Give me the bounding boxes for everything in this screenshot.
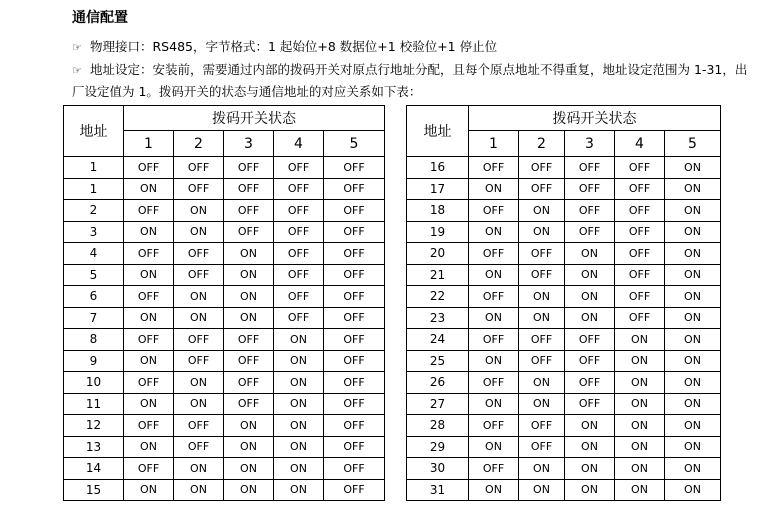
switch-number: 4 <box>615 131 665 157</box>
switch-state-cell: OFF <box>124 157 174 179</box>
pointing-hand-icon: ☞ <box>72 41 82 54</box>
address-cell: 23 <box>407 307 469 329</box>
address-cell: 4 <box>64 243 124 265</box>
switch-state-cell: OFF <box>469 200 519 222</box>
switch-state-cell: ON <box>665 157 721 179</box>
interface-text: 物理接口：RS485，字节格式：1 起始位+8 数据位+1 校验位+1 停止位 <box>90 39 498 54</box>
switch-state-cell: OFF <box>615 178 665 200</box>
switch-state-cell: OFF <box>519 350 565 372</box>
section-title: 通信配置 <box>72 10 128 26</box>
switch-state-cell: ON <box>124 479 174 501</box>
table-row <box>64 243 385 265</box>
address-cell: 28 <box>407 415 469 437</box>
switch-state-cell: ON <box>615 415 665 437</box>
switch-state-cell: ON <box>174 458 224 480</box>
address-cell: 12 <box>64 415 124 437</box>
table-row <box>407 415 721 437</box>
switch-state-cell: ON <box>565 415 615 437</box>
address-cell: 15 <box>64 479 124 501</box>
switch-state-cell: ON <box>565 458 615 480</box>
switch-state-cell: OFF <box>615 157 665 179</box>
address-cell: 27 <box>407 393 469 415</box>
switch-state-cell: ON <box>565 479 615 501</box>
switch-state-cell: ON <box>665 307 721 329</box>
switch-state-cell: ON <box>615 350 665 372</box>
switch-state-cell: OFF <box>274 243 324 265</box>
switch-state-cell: OFF <box>324 393 385 415</box>
table-row <box>64 264 385 286</box>
switch-number: 4 <box>274 131 324 157</box>
table-row <box>64 350 385 372</box>
table-row <box>64 458 385 480</box>
switch-state-cell: OFF <box>324 415 385 437</box>
address-cell: 17 <box>407 178 469 200</box>
switch-state-cell: OFF <box>615 200 665 222</box>
switch-state-cell: ON <box>615 436 665 458</box>
switch-state-cell: ON <box>274 329 324 351</box>
address-cell: 5 <box>64 264 124 286</box>
switch-state-cell: ON <box>274 458 324 480</box>
switch-state-cell: OFF <box>565 221 615 243</box>
switch-state-cell: ON <box>519 458 565 480</box>
switch-state-cell: OFF <box>274 178 324 200</box>
switch-state-cell: ON <box>665 372 721 394</box>
switch-state-cell: OFF <box>274 264 324 286</box>
table-row <box>407 221 721 243</box>
pointing-hand-icon: ☞ <box>72 64 82 77</box>
table-row <box>64 221 385 243</box>
switch-state-cell: OFF <box>324 221 385 243</box>
switch-state-cell: OFF <box>324 436 385 458</box>
switch-state-cell: ON <box>124 221 174 243</box>
switch-state-cell: OFF <box>274 307 324 329</box>
bullet-line-address <box>72 60 747 78</box>
switch-state-cell: ON <box>224 243 274 265</box>
switch-state-cell: ON <box>665 436 721 458</box>
switch-state-cell: ON <box>615 329 665 351</box>
switch-state-cell: ON <box>665 329 721 351</box>
switch-state-cell: OFF <box>565 178 615 200</box>
address-table-left <box>63 105 385 501</box>
switch-state-cell: ON <box>519 307 565 329</box>
switch-state-cell: OFF <box>174 350 224 372</box>
switch-state-cell: ON <box>565 286 615 308</box>
switch-state-cell: OFF <box>565 372 615 394</box>
address-cell: 21 <box>407 264 469 286</box>
table-row <box>407 157 721 179</box>
address-cell: 24 <box>407 329 469 351</box>
switch-state-cell: ON <box>665 393 721 415</box>
switch-state-cell: ON <box>665 286 721 308</box>
switch-state-cell: ON <box>665 178 721 200</box>
address-table-right <box>406 105 721 501</box>
switch-state-cell: ON <box>224 436 274 458</box>
switch-state-cell: OFF <box>324 458 385 480</box>
address-cell: 26 <box>407 372 469 394</box>
switch-state-cell: ON <box>565 243 615 265</box>
switch-state-cell: ON <box>615 372 665 394</box>
switch-state-cell: OFF <box>324 243 385 265</box>
switch-state-cell: OFF <box>124 329 174 351</box>
switch-number: 1 <box>469 131 519 157</box>
switch-state-cell: OFF <box>124 286 174 308</box>
address-cell: 16 <box>407 157 469 179</box>
switch-state-cell: OFF <box>174 415 224 437</box>
address-cell: 22 <box>407 286 469 308</box>
switch-state-cell: OFF <box>469 372 519 394</box>
switch-state-cell: OFF <box>174 436 224 458</box>
switch-state-cell: OFF <box>324 479 385 501</box>
switch-state-cell: OFF <box>224 372 274 394</box>
switch-state-cell: ON <box>665 479 721 501</box>
switch-state-cell: OFF <box>174 329 224 351</box>
switch-state-cell: OFF <box>469 329 519 351</box>
switch-state-cell: ON <box>224 415 274 437</box>
switch-state-cell: ON <box>519 479 565 501</box>
switch-state-cell: OFF <box>324 264 385 286</box>
switch-state-cell: ON <box>174 479 224 501</box>
switch-state-header: 拨码开关状态 <box>469 106 721 131</box>
address-cell: 20 <box>407 243 469 265</box>
address-cell: 6 <box>64 286 124 308</box>
switch-state-cell: ON <box>124 264 174 286</box>
address-cell: 31 <box>407 479 469 501</box>
address-text: 地址设定：安装前，需要通过内部的拨码开关对原点行地址分配，且每个原点地址不得重复，地址设定范围为 1-31，出 <box>90 62 748 77</box>
table-row <box>64 329 385 351</box>
table-row <box>407 264 721 286</box>
switch-state-cell: OFF <box>519 243 565 265</box>
switch-state-cell: ON <box>174 286 224 308</box>
switch-number: 2 <box>519 131 565 157</box>
switch-state-cell: ON <box>665 221 721 243</box>
switch-state-cell: OFF <box>124 458 174 480</box>
table-row <box>64 157 385 179</box>
switch-state-cell: OFF <box>124 243 174 265</box>
switch-state-cell: OFF <box>469 415 519 437</box>
table-row <box>407 243 721 265</box>
switch-number: 3 <box>565 131 615 157</box>
switch-state-cell: OFF <box>565 329 615 351</box>
switch-state-cell: OFF <box>469 286 519 308</box>
switch-state-cell: ON <box>469 307 519 329</box>
switch-state-cell: ON <box>124 178 174 200</box>
switch-state-cell: OFF <box>224 200 274 222</box>
table-row <box>64 393 385 415</box>
switch-state-cell: OFF <box>174 178 224 200</box>
switch-state-cell: ON <box>224 286 274 308</box>
switch-state-cell: OFF <box>324 200 385 222</box>
switch-state-cell: OFF <box>615 221 665 243</box>
switch-state-cell: ON <box>615 479 665 501</box>
switch-state-cell: OFF <box>274 286 324 308</box>
switch-state-cell: OFF <box>124 415 174 437</box>
switch-state-cell: OFF <box>174 264 224 286</box>
table-row <box>64 372 385 394</box>
address-cell: 10 <box>64 372 124 394</box>
switch-state-cell: ON <box>274 350 324 372</box>
switch-state-cell: OFF <box>615 307 665 329</box>
switch-state-cell: ON <box>174 372 224 394</box>
switch-state-cell: ON <box>665 264 721 286</box>
bullet-line-interface <box>72 37 497 55</box>
switch-state-cell: OFF <box>324 157 385 179</box>
switch-state-cell: ON <box>174 200 224 222</box>
switch-state-cell: OFF <box>519 178 565 200</box>
switch-state-cell: ON <box>469 178 519 200</box>
address-cell: 2 <box>64 200 124 222</box>
switch-state-cell: OFF <box>469 458 519 480</box>
table-row <box>407 307 721 329</box>
address-cell: 14 <box>64 458 124 480</box>
switch-state-cell: ON <box>274 436 324 458</box>
switch-number: 5 <box>324 131 385 157</box>
switch-state-cell: OFF <box>224 157 274 179</box>
switch-state-cell: ON <box>565 307 615 329</box>
switch-state-cell: OFF <box>519 415 565 437</box>
address-header: 地址 <box>64 106 124 157</box>
switch-state-cell: OFF <box>224 178 274 200</box>
switch-state-cell: OFF <box>519 436 565 458</box>
switch-state-cell: OFF <box>565 350 615 372</box>
address-cell: 13 <box>64 436 124 458</box>
address-cell: 18 <box>407 200 469 222</box>
switch-state-cell: OFF <box>615 286 665 308</box>
switch-state-cell: ON <box>665 243 721 265</box>
switch-state-cell: OFF <box>124 200 174 222</box>
switch-state-cell: ON <box>174 393 224 415</box>
address-cell: 29 <box>407 436 469 458</box>
switch-state-cell: OFF <box>565 200 615 222</box>
switch-state-cell: OFF <box>324 307 385 329</box>
switch-state-cell: OFF <box>324 178 385 200</box>
table-row <box>407 200 721 222</box>
switch-state-cell: OFF <box>224 329 274 351</box>
switch-state-cell: ON <box>174 221 224 243</box>
table-row <box>407 350 721 372</box>
switch-state-cell: ON <box>519 221 565 243</box>
switch-state-cell: ON <box>469 221 519 243</box>
switch-state-cell: ON <box>615 393 665 415</box>
switch-state-cell: ON <box>519 200 565 222</box>
address-cell: 8 <box>64 329 124 351</box>
switch-state-cell: OFF <box>124 372 174 394</box>
table-row <box>407 436 721 458</box>
table-row <box>407 329 721 351</box>
switch-state-cell: OFF <box>615 243 665 265</box>
switch-state-cell: ON <box>519 393 565 415</box>
switch-state-cell: OFF <box>174 243 224 265</box>
switch-number: 3 <box>224 131 274 157</box>
address-cell: 1 <box>64 157 124 179</box>
switch-state-cell: OFF <box>615 264 665 286</box>
switch-state-cell: OFF <box>519 264 565 286</box>
switch-state-cell: ON <box>615 458 665 480</box>
table-row <box>64 479 385 501</box>
switch-state-cell: ON <box>469 393 519 415</box>
switch-state-cell: ON <box>224 479 274 501</box>
switch-state-cell: ON <box>274 415 324 437</box>
switch-state-cell: OFF <box>274 157 324 179</box>
address-cell: 11 <box>64 393 124 415</box>
address-cell: 30 <box>407 458 469 480</box>
switch-state-cell: ON <box>469 479 519 501</box>
switch-state-cell: ON <box>519 286 565 308</box>
address-cell: 1 <box>64 178 124 200</box>
switch-number: 2 <box>174 131 224 157</box>
switch-number: 1 <box>124 131 174 157</box>
switch-state-cell: OFF <box>274 221 324 243</box>
switch-state-cell: OFF <box>274 200 324 222</box>
table-row <box>407 393 721 415</box>
address-cell: 25 <box>407 350 469 372</box>
table-row <box>64 286 385 308</box>
address-cell: 3 <box>64 221 124 243</box>
table-row <box>407 372 721 394</box>
switch-state-cell: ON <box>519 372 565 394</box>
switch-state-cell: OFF <box>174 157 224 179</box>
switch-state-cell: ON <box>124 307 174 329</box>
address-cell: 7 <box>64 307 124 329</box>
switch-state-cell: OFF <box>224 350 274 372</box>
switch-state-cell: ON <box>665 350 721 372</box>
switch-state-cell: OFF <box>324 372 385 394</box>
switch-state-cell: ON <box>274 393 324 415</box>
switch-state-cell: ON <box>469 350 519 372</box>
table-row <box>407 479 721 501</box>
switch-state-cell: OFF <box>565 393 615 415</box>
switch-state-cell: OFF <box>565 157 615 179</box>
switch-state-cell: ON <box>665 200 721 222</box>
table-row <box>407 458 721 480</box>
switch-state-cell: ON <box>274 372 324 394</box>
switch-state-cell: OFF <box>519 157 565 179</box>
switch-state-cell: ON <box>224 307 274 329</box>
switch-state-cell: ON <box>665 458 721 480</box>
table-row <box>64 178 385 200</box>
switch-state-cell: OFF <box>469 243 519 265</box>
switch-state-header: 拨码开关状态 <box>124 106 385 131</box>
table-row <box>64 436 385 458</box>
switch-state-cell: ON <box>469 436 519 458</box>
table-row <box>64 415 385 437</box>
table-row <box>64 307 385 329</box>
switch-state-cell: ON <box>174 307 224 329</box>
switch-state-cell: OFF <box>224 393 274 415</box>
switch-state-cell: ON <box>224 264 274 286</box>
switch-number: 5 <box>665 131 721 157</box>
switch-state-cell: ON <box>469 264 519 286</box>
switch-state-cell: ON <box>224 458 274 480</box>
switch-state-cell: OFF <box>469 157 519 179</box>
address-cell: 19 <box>407 221 469 243</box>
address-text-continued: 厂设定值为 1。拨码开关的状态与通信地址的对应关系如下表： <box>72 84 422 99</box>
table-row <box>407 178 721 200</box>
switch-state-cell: ON <box>565 436 615 458</box>
switch-state-cell: ON <box>665 415 721 437</box>
switch-state-cell: OFF <box>324 329 385 351</box>
switch-state-cell: ON <box>565 264 615 286</box>
address-cell: 9 <box>64 350 124 372</box>
switch-state-cell: OFF <box>324 286 385 308</box>
switch-state-cell: OFF <box>519 329 565 351</box>
switch-state-cell: ON <box>124 350 174 372</box>
switch-state-cell: ON <box>124 436 174 458</box>
switch-state-cell: ON <box>124 393 174 415</box>
table-row <box>407 286 721 308</box>
address-header: 地址 <box>407 106 469 157</box>
table-row <box>64 200 385 222</box>
switch-state-cell: OFF <box>224 221 274 243</box>
switch-state-cell: OFF <box>324 350 385 372</box>
switch-state-cell: ON <box>274 479 324 501</box>
